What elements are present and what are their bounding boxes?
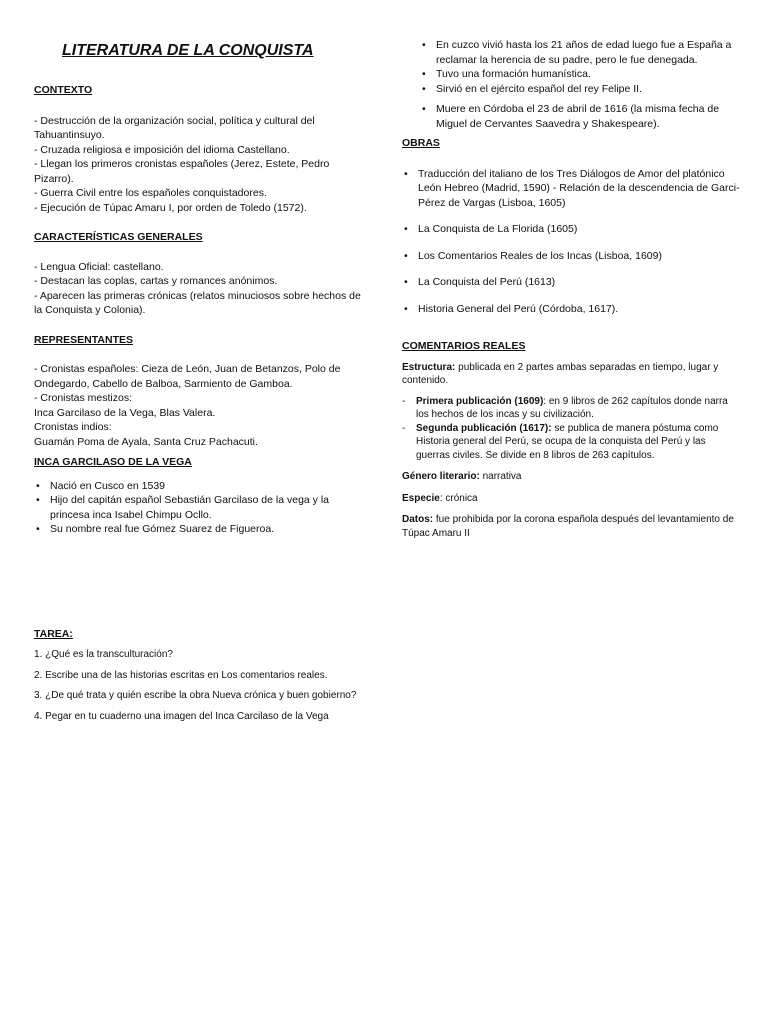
datos-paragraph [402, 513, 742, 540]
segunda-label: Segunda publicación (1617): [416, 422, 552, 434]
tarea-item: 4. Pegar en tu cuaderno una imagen del Inca Carcilaso de la Vega [34, 710, 329, 722]
representantes-list [34, 362, 364, 449]
representantes-heading: REPRESENTANTES [34, 333, 133, 346]
publicaciones-list [402, 395, 742, 463]
tarea-item: 1. ¿Qué es la transculturación? [34, 649, 173, 660]
representantes-line: Inca Garcilaso de la Vega, Blas Valera. [34, 406, 216, 419]
obras-item: • Los Comentarios Reales de los Incas (Lisboa, 1609) [402, 249, 742, 264]
especie-paragraph [402, 492, 742, 506]
right-column [402, 38, 742, 540]
page-title: LITERATURA DE LA CONQUISTA [62, 42, 314, 59]
genero-paragraph [402, 470, 742, 484]
tarea-item: 3. ¿De qué trata y quién escribe la obra Nueva crónica y buen gobierno? [34, 690, 357, 701]
caracteristicas-line: - Lengua Oficial: castellano. [34, 260, 164, 273]
caracteristicas-line: - Aparecen las primeras crónicas (relatos minuciosos sobre hechos de la Conquista y Colonia). [34, 289, 361, 316]
contexto-list [34, 114, 364, 216]
segunda-publicacion-item [402, 422, 742, 463]
segunda-text: se publica de manera póstuma como Historia general del Perú, se ocupa de la conquista del Perú y las guerras civiles. Se divide en 8 libros de 263 capítulos. [416, 422, 719, 461]
datos-text: fue prohibida por la corona española después del levantamiento de Túpac Amaru II [402, 514, 734, 539]
representantes-line: - Cronistas españoles: Cieza de León, Juan de Betanzos, Polo de Ondegardo, Cabello de Balboa, Sarmiento de Gamboa. [34, 363, 341, 390]
comentarios-heading: COMENTARIOS REALES [402, 340, 526, 352]
contexto-line: - Cruzada religiosa e imposición del idioma Castellano. [34, 143, 290, 156]
contexto-line: - Guerra Civil entre los españoles conquistadores. [34, 187, 267, 199]
tarea-list [34, 648, 364, 723]
bio-item: • Tuvo una formación humanística. [420, 67, 742, 82]
estructura-label: Estructura: [402, 361, 456, 373]
caracteristicas-line: - Destacan las coplas, cartas y romances anónimos. [34, 275, 278, 287]
primera-label: Primera publicación (1609) [416, 395, 544, 407]
obras-heading: OBRAS [402, 137, 440, 149]
representantes-line: Cronistas indios: [34, 421, 112, 433]
primera-text: : en 9 libros de 262 capítulos donde narra los hechos de los incas y su civilización. [416, 395, 728, 420]
obras-item: • La Conquista del Perú (1613) [402, 275, 742, 290]
caracteristicas-heading: CARACTERÍSTICAS GENERALES [34, 231, 203, 243]
contexto-line: - Llegan los primeros cronistas españoles (Jerez, Estete, Pedro Pizarro). [34, 158, 330, 185]
estructura-text: publicada en 2 partes ambas separadas en tiempo, lugar y contenido. [402, 361, 719, 386]
obras-item: • Historia General del Perú (Córdoba, 1617). [402, 302, 742, 317]
inca-list [34, 479, 364, 537]
representantes-line: - Cronistas mestizos: [34, 392, 133, 404]
bio-item: • Muere en Córdoba el 23 de abril de 1616 (la misma fecha de Miguel de Cervantes Saavedra y Shakespeare). [420, 102, 742, 131]
obras-list [402, 167, 742, 317]
genero-label: Género literario: [402, 471, 480, 482]
obras-item: • Traducción del italiano de los Tres Diálogos de Amor del platónico León Hebreo (Madrid, 1590) - Relación de la descendencia de Garci-Pérez de Vargas (Lisboa, 1605) [402, 167, 742, 211]
genero-text: narrativa [479, 471, 522, 482]
bio-item: • En cuzco vivió hasta los 21 años de edad luego fue a España a reclamar la herencia de su padre, pero le fue denegada. [420, 38, 742, 67]
datos-label: Datos: [402, 514, 434, 525]
left-column [34, 38, 364, 723]
caracteristicas-list [34, 260, 364, 318]
inca-item: • Su nombre real fue Gómez Suarez de Figueroa. [34, 522, 364, 537]
estructura-paragraph [402, 361, 742, 388]
contexto-line: - Ejecución de Túpac Amaru I, por orden de Toledo (1572). [34, 201, 307, 214]
tarea-heading: TAREA: [34, 627, 73, 640]
contexto-heading: CONTEXTO [34, 84, 93, 96]
inca-heading: INCA GARCILASO DE LA VEGA [34, 456, 192, 468]
inca-item: • Hijo del capitán español Sebastián Garcilaso de la vega y la princesa inca Isabel Chimpu Ocllo. [34, 493, 364, 522]
inca-item: • Nació en Cusco en 1539 [34, 479, 364, 494]
tarea-item: 2. Escribe una de las historias escritas en Los comentarios reales. [34, 669, 328, 681]
primera-publicacion-item [402, 395, 742, 422]
representantes-line: Guamán Poma de Ayala, Santa Cruz Pachacuti. [34, 435, 258, 448]
especie-text: : crónica [439, 492, 478, 504]
especie-label: Especie [402, 492, 440, 504]
bio-list [420, 38, 742, 131]
contexto-line: - Destrucción de la organización social, política y cultural del Tahuantinsuyo. [34, 114, 315, 141]
obras-item: • La Conquista de La Florida (1605) [402, 222, 742, 237]
bio-item: • Sirvió en el ejército español del rey Felipe II. [420, 82, 742, 97]
